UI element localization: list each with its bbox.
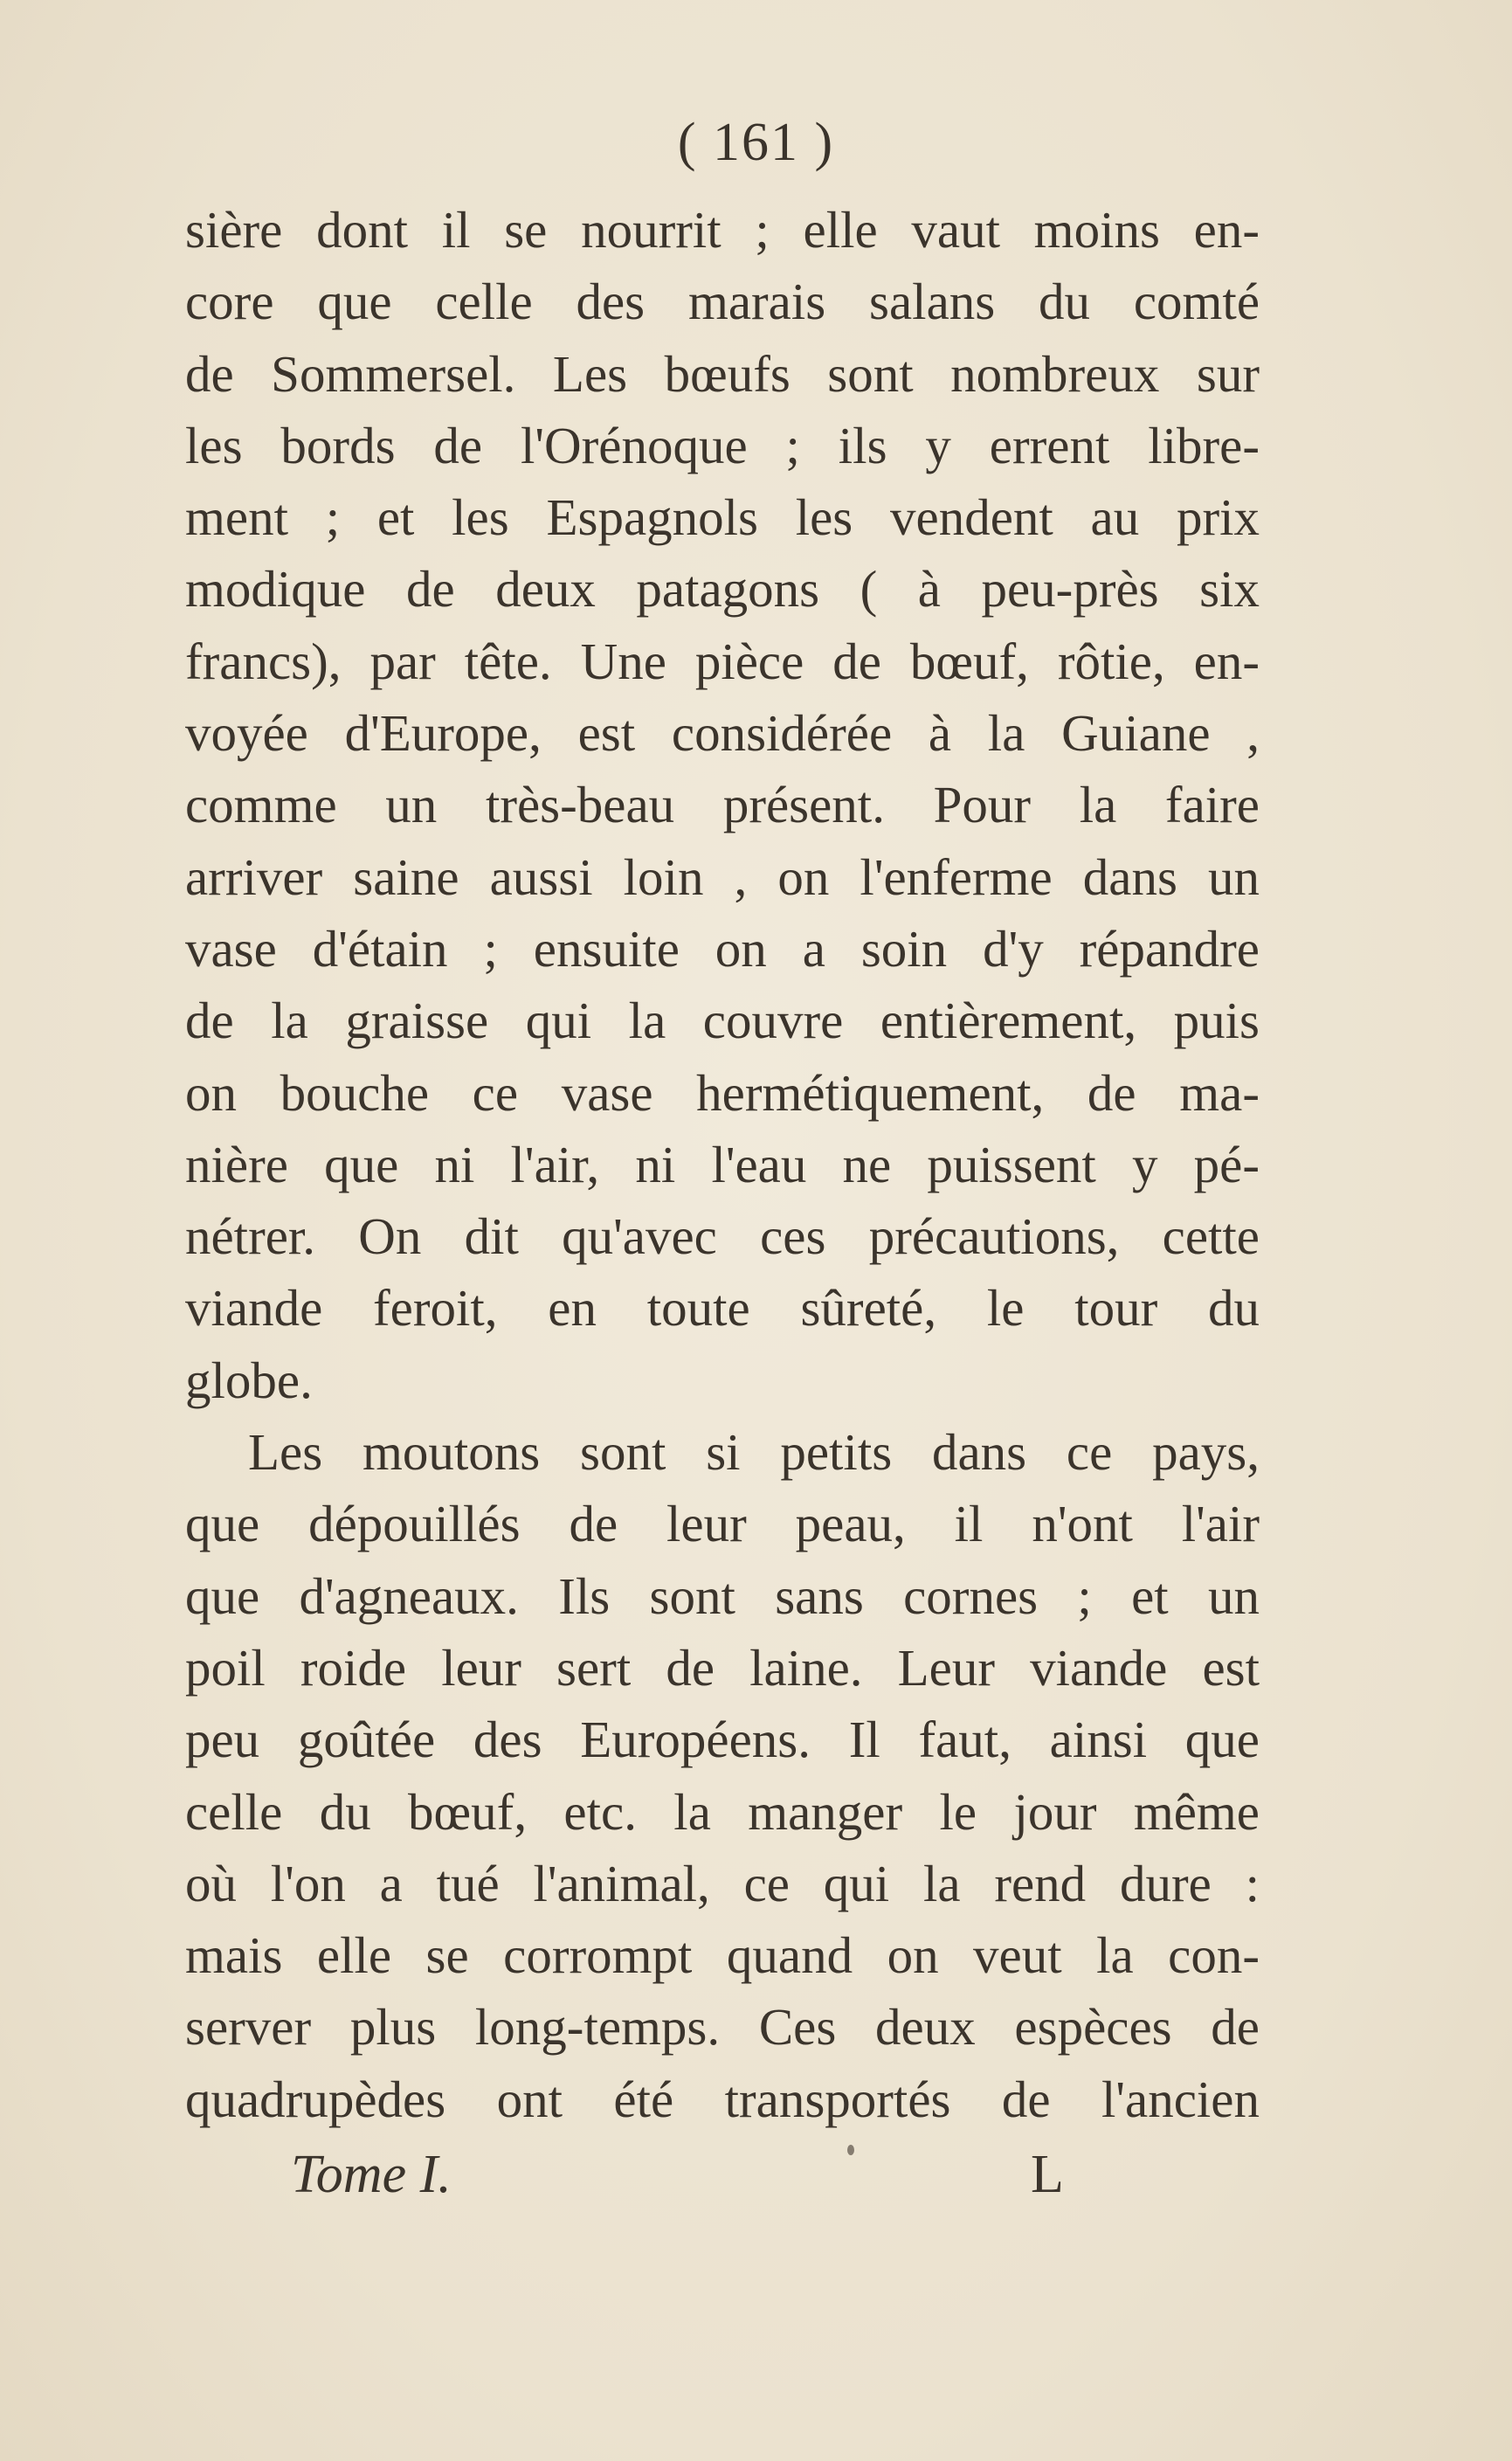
text-line: voyée d'Europe, est considérée à la Guiane , <box>185 704 1260 763</box>
ink-speck <box>847 2145 854 2155</box>
text-line: quadrupèdes ont été transportés de l'ancien <box>185 2070 1260 2128</box>
text-line: ment ; et les Espagnols les vendent au prix <box>185 488 1260 547</box>
text-line: que dépouillés de leur peau, il n'ont l'air <box>185 1495 1260 1553</box>
text-line: où l'on a tué l'animal, ce qui la rend dure : <box>185 1854 1260 1912</box>
text-line: vase d'étain ; ensuite on a soin d'y répandre <box>185 919 1260 978</box>
text-line: francs), par tête. Une pièce de bœuf, rôtie, en- <box>185 632 1260 690</box>
text-line: que d'agneaux. Ils sont sans cornes ; et un <box>185 1566 1260 1625</box>
text-line: comme un très-beau présent. Pour la faire <box>185 776 1260 834</box>
page-footer <box>0 2139 1512 2210</box>
text-line: de Sommersel. Les bœufs sont nombreux sur <box>185 344 1260 403</box>
page-number: ( 161 ) <box>677 113 835 172</box>
text-line-paragraph-start: Les moutons sont si petits dans ce pays, <box>248 1423 1260 1482</box>
text-line: de la graisse qui la couvre entièrement, puis <box>185 992 1260 1050</box>
text-line: nière que ni l'air, ni l'eau ne puissent y pé- <box>185 1135 1260 1193</box>
text-line: modique de deux patagons ( à peu-près six <box>185 560 1260 619</box>
text-line: poil roide leur sert de laine. Leur viande est <box>185 1638 1260 1697</box>
text-line: server plus long-temps. Ces deux espèces de <box>185 1998 1260 2057</box>
text-line: celle du bœuf, etc. la manger le jour même <box>185 1782 1260 1841</box>
text-line: core que celle des marais salans du comté <box>185 273 1260 331</box>
text-line: viande feroit, en toute sûreté, le tour du <box>185 1279 1260 1338</box>
text-line: arriver saine aussi loin , on l'enferme dans un <box>185 847 1260 906</box>
text-line: globe. <box>185 1351 313 1409</box>
text-line: mais elle se corrompt quand on veut la con- <box>185 1926 1260 1985</box>
signature-mark: L <box>1031 2145 1064 2204</box>
text-line: nétrer. On dit qu'avec ces précautions, cette <box>185 1207 1260 1266</box>
text-line: les bords de l'Orénoque ; ils y errent libre- <box>185 416 1260 474</box>
text-line: on bouche ce vase hermétiquement, de ma- <box>185 1063 1260 1122</box>
text-line: sière dont il se nourrit ; elle vaut moins en- <box>185 201 1260 259</box>
text-line: peu goûtée des Européens. Il faut, ainsi que <box>185 1711 1260 1769</box>
body-text <box>185 194 1260 2135</box>
volume-label: Tome I. <box>291 2145 452 2204</box>
